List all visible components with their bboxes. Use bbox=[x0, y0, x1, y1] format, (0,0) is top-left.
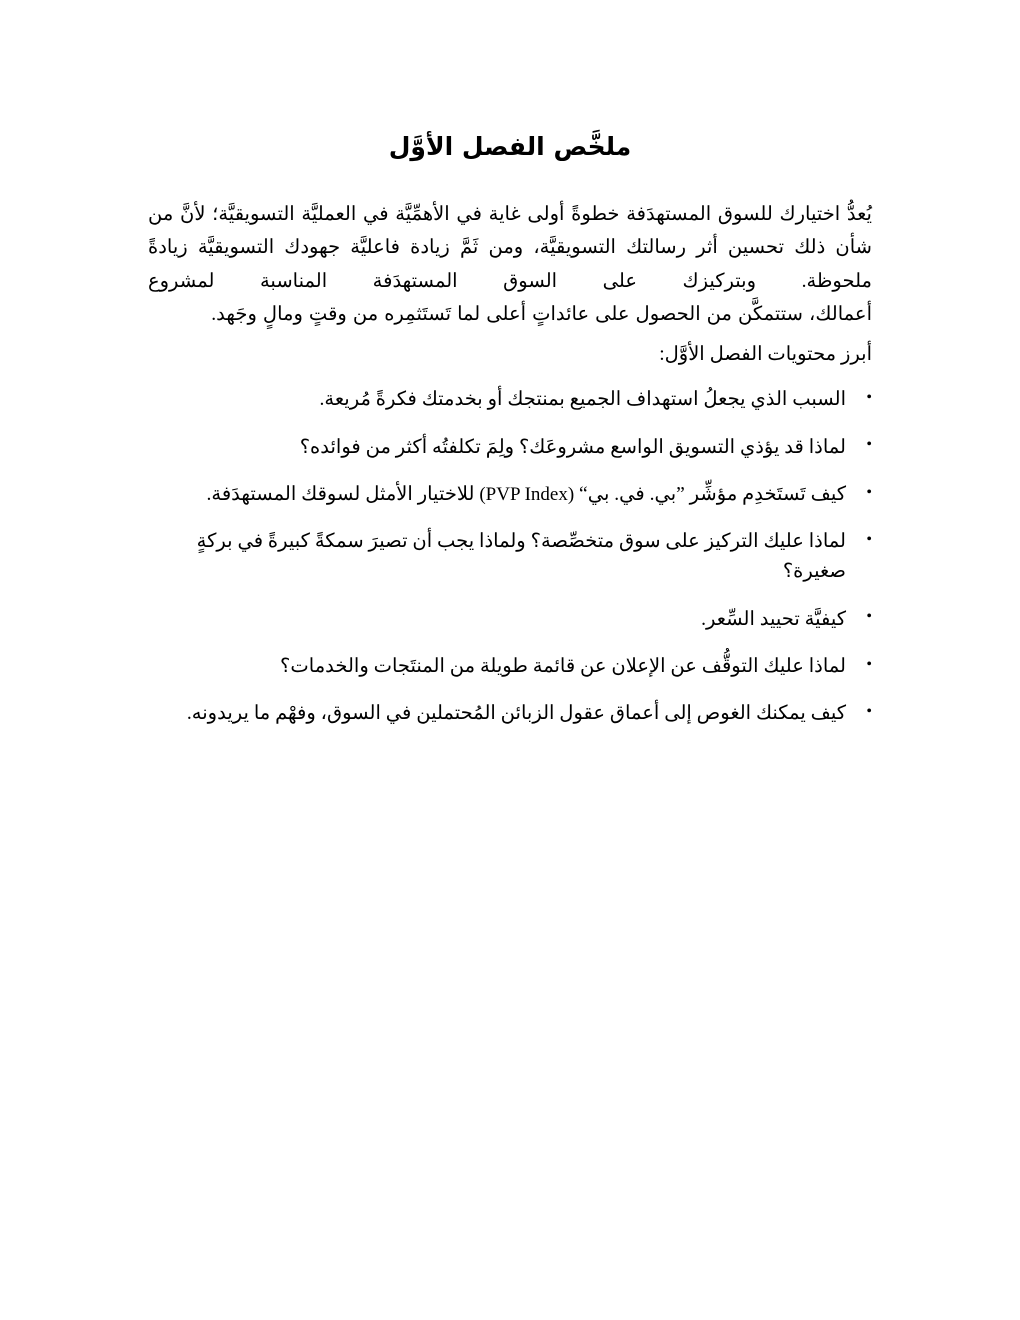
list-item-label: لماذا قد يؤذي التسويق الواسع مشروعَك؟ ولِمَ تكلفتُه أكثر من فوائده؟ bbox=[299, 436, 846, 458]
bullet-icon: • bbox=[866, 483, 872, 501]
list-item-label: السبب الذي يجعلُ استهداف الجميع بمنتجك أو بخدمتك فكرةً مُريعة. bbox=[319, 389, 846, 411]
list-item bbox=[148, 605, 872, 635]
list-item-label: لماذا عليك التوقُّف عن الإعلان عن قائمة طويلة من المنتَجات والخدمات؟ bbox=[280, 655, 846, 677]
list-item bbox=[148, 385, 872, 415]
list-item-label-before: كيف تَستَخدِم مؤشِّر ”بي. في. بي‏“ bbox=[574, 483, 846, 505]
list-item-label: كيف يمكنك الغوص إلى أعماق عقول الزبائن المُحتملين في السوق، وفهْم ما يريدونه. bbox=[186, 702, 846, 724]
list-item bbox=[148, 433, 872, 463]
intro-paragraph-line-1: يُعدُّ اختيارك للسوق المستهدَفة خطوةً أولى غاية في الأهمِّيَّة في العمليَّة التسويقيَّة؛ لأنَّ من شأن ذلك تحسين أثر رسالتك bbox=[148, 203, 873, 259]
bullet-icon: • bbox=[866, 389, 872, 407]
chapter-highlights-list bbox=[148, 385, 872, 729]
intro-paragraph-line-3: أعمالك، ستتمكَّن من الحصول على عائداتٍ أعلى لما تَستَثمِره من وقتٍ ومالٍ وجَهد. bbox=[211, 304, 872, 326]
intro-paragraph bbox=[148, 198, 872, 332]
bullet-icon: • bbox=[866, 655, 872, 673]
bullet-icon: • bbox=[866, 530, 872, 548]
list-item-label: كيفيَّة تحييد السِّعر. bbox=[701, 608, 846, 630]
document-content bbox=[148, 130, 872, 729]
list-item bbox=[148, 699, 872, 729]
list-item-label-after: للاختيار الأمثل لسوقك المستهدَفة. bbox=[206, 483, 480, 505]
list-item bbox=[148, 652, 872, 682]
intro-paragraph-line-2: التسويقيَّة، ومن ثَمَّ زيادة فاعليَّة جهودك التسويقيَّة زيادةً ملحوظة. وبتركيزك على السوق المستهدَفة المناسبة لمشروع bbox=[148, 237, 872, 292]
bullet-icon: • bbox=[866, 702, 872, 720]
list-item bbox=[148, 480, 872, 510]
bullet-icon: • bbox=[866, 608, 872, 626]
page-title: ملخَّص الفصل الأوَّل bbox=[388, 132, 632, 161]
list-item bbox=[148, 527, 872, 587]
list-lead-text: أبرز محتويات الفصل الأوَّل: bbox=[659, 343, 872, 365]
list-item-label: لماذا عليك التركيز على سوق متخصِّصة؟ ولماذا يجب أن تصيرَ سمكةً كبيرةً في بركةٍ صغيرة؟ bbox=[196, 531, 846, 583]
bullet-icon: • bbox=[866, 436, 872, 454]
pvp-index-term: (PVP Index) bbox=[479, 483, 575, 505]
